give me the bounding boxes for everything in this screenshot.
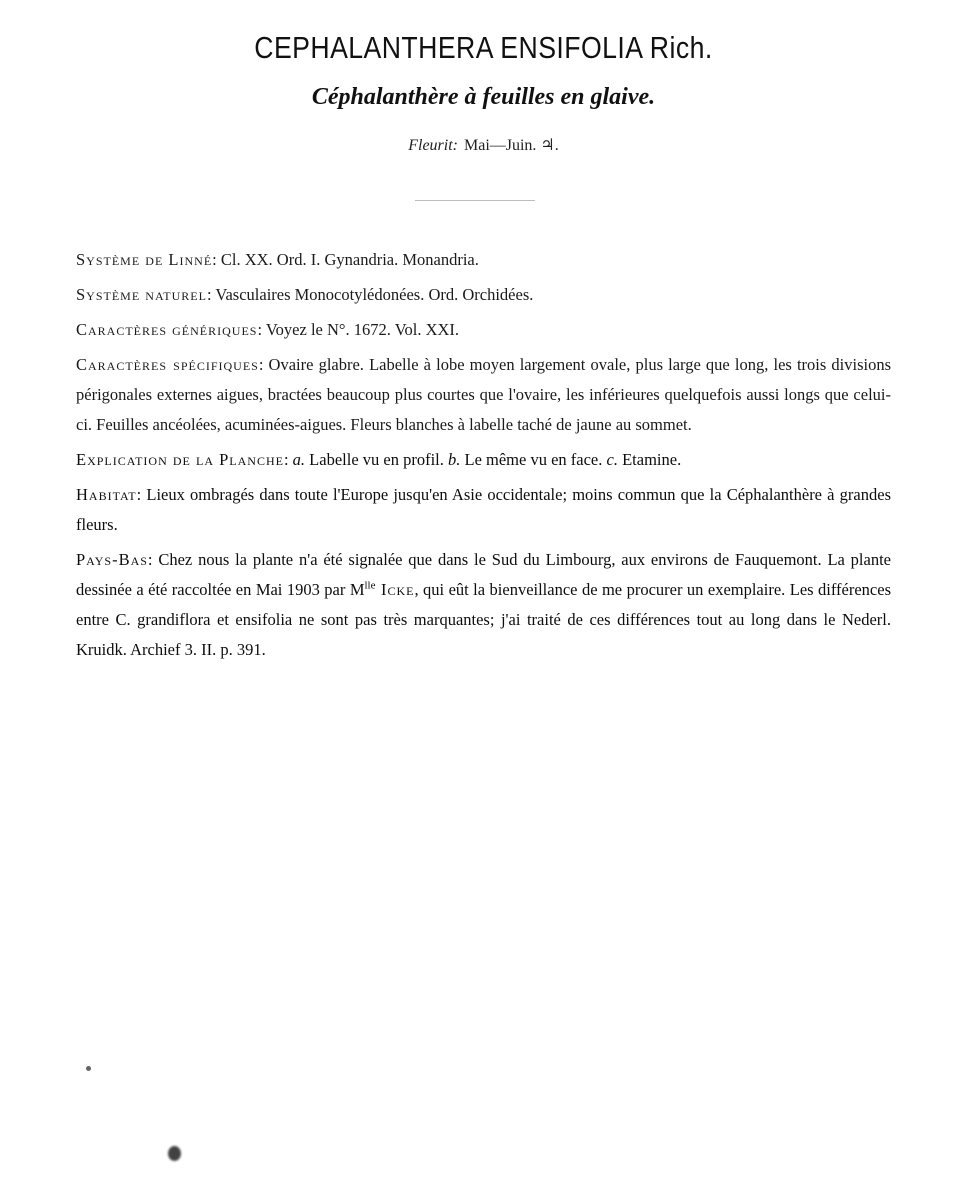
plate-figure-a-text: Labelle vu en profil. [305,450,448,469]
netherlands-paragraph [76,545,891,665]
netherlands-text-part-2: , qui eût la bienveillance de me procurer un exemplaire. Les différences entre C. grandiflora et ensifolia ne sont pas très marquantes; j'ai traité de ces différences tout au long dans le Nederl. Kruidk. Archief 3. II. p. 391. [76,580,891,659]
page-title: CEPHALANTHERA ENSIFOLIA Rich. [254,30,713,65]
generic-characters-label: Caractères génériques [76,320,258,339]
plate-explanation-label: Explication de la Planche [76,450,284,469]
flowering-label: Fleurit: [408,137,458,154]
linne-system-paragraph [76,245,891,275]
generic-characters-text: : Voyez le N°. 1672. Vol. XXI. [257,320,460,339]
page-subtitle: Céphalanthère à feuilles en glaive. [311,84,656,110]
plate-figure-a-letter: a. [292,450,306,469]
specific-characters-text: : Ovaire glabre. Labelle à lobe moyen largement ovale, plus large que long, les trois divisions périgonales externes aigues, bractées beaucoup plus courtes que l'ovaire, les inférieures quelquefois aussi longs que celui-ci. Feuilles ancéolées, acuminées-aigues. Fleurs blanches à labelle taché de jaune au sommet. [76,355,892,434]
plate-figure-c-text: Etamine. [617,450,682,469]
natural-system-label: Système naturel [76,285,207,304]
netherlands-label: Pays-Bas [76,550,148,569]
habitat-text: : Lieux ombragés dans toute l'Europe jusqu'en Asie occidentale; moins commun que la Céphalanthère à grandes fleurs. [76,485,891,534]
specific-characters-paragraph [76,350,891,440]
netherlands-superscript: lle [364,579,376,592]
plate-explanation-separator: : [283,450,293,469]
description-body [76,245,891,670]
flowering-period [0,135,967,155]
section-divider [415,200,535,201]
netherlands-text-part-1: : Chez nous la plante n'a été signalée que dans le Sud du Limbourg, aux environs de Fauquemont. La plante dessinée a été raccoltée en Mai 1903 par M [76,550,891,599]
linne-system-label: Système de Linné [76,250,213,269]
linne-system-text: : Cl. XX. Ord. I. Gynandria. Monandria. [212,250,479,269]
natural-system-text: : Vasculaires Monocotylédonées. Ord. Orchidées. [206,285,534,304]
habitat-label: Habitat [76,485,137,504]
plate-figure-b-text: Le même vu en face. [460,450,607,469]
collector-name: Icke [375,580,415,599]
ink-speck-small [86,1066,91,1071]
plate-figure-b-letter: b. [448,450,461,469]
flowering-value: Mai—Juin. ♃. [463,137,559,154]
habitat-paragraph [76,480,891,540]
ink-speck-large [168,1146,181,1161]
specific-characters-label: Caractères spécifiques [76,355,259,374]
natural-system-paragraph [76,280,891,310]
plate-explanation-paragraph [76,445,891,475]
generic-characters-paragraph [76,315,891,345]
plate-figure-c-letter: c. [606,450,618,469]
